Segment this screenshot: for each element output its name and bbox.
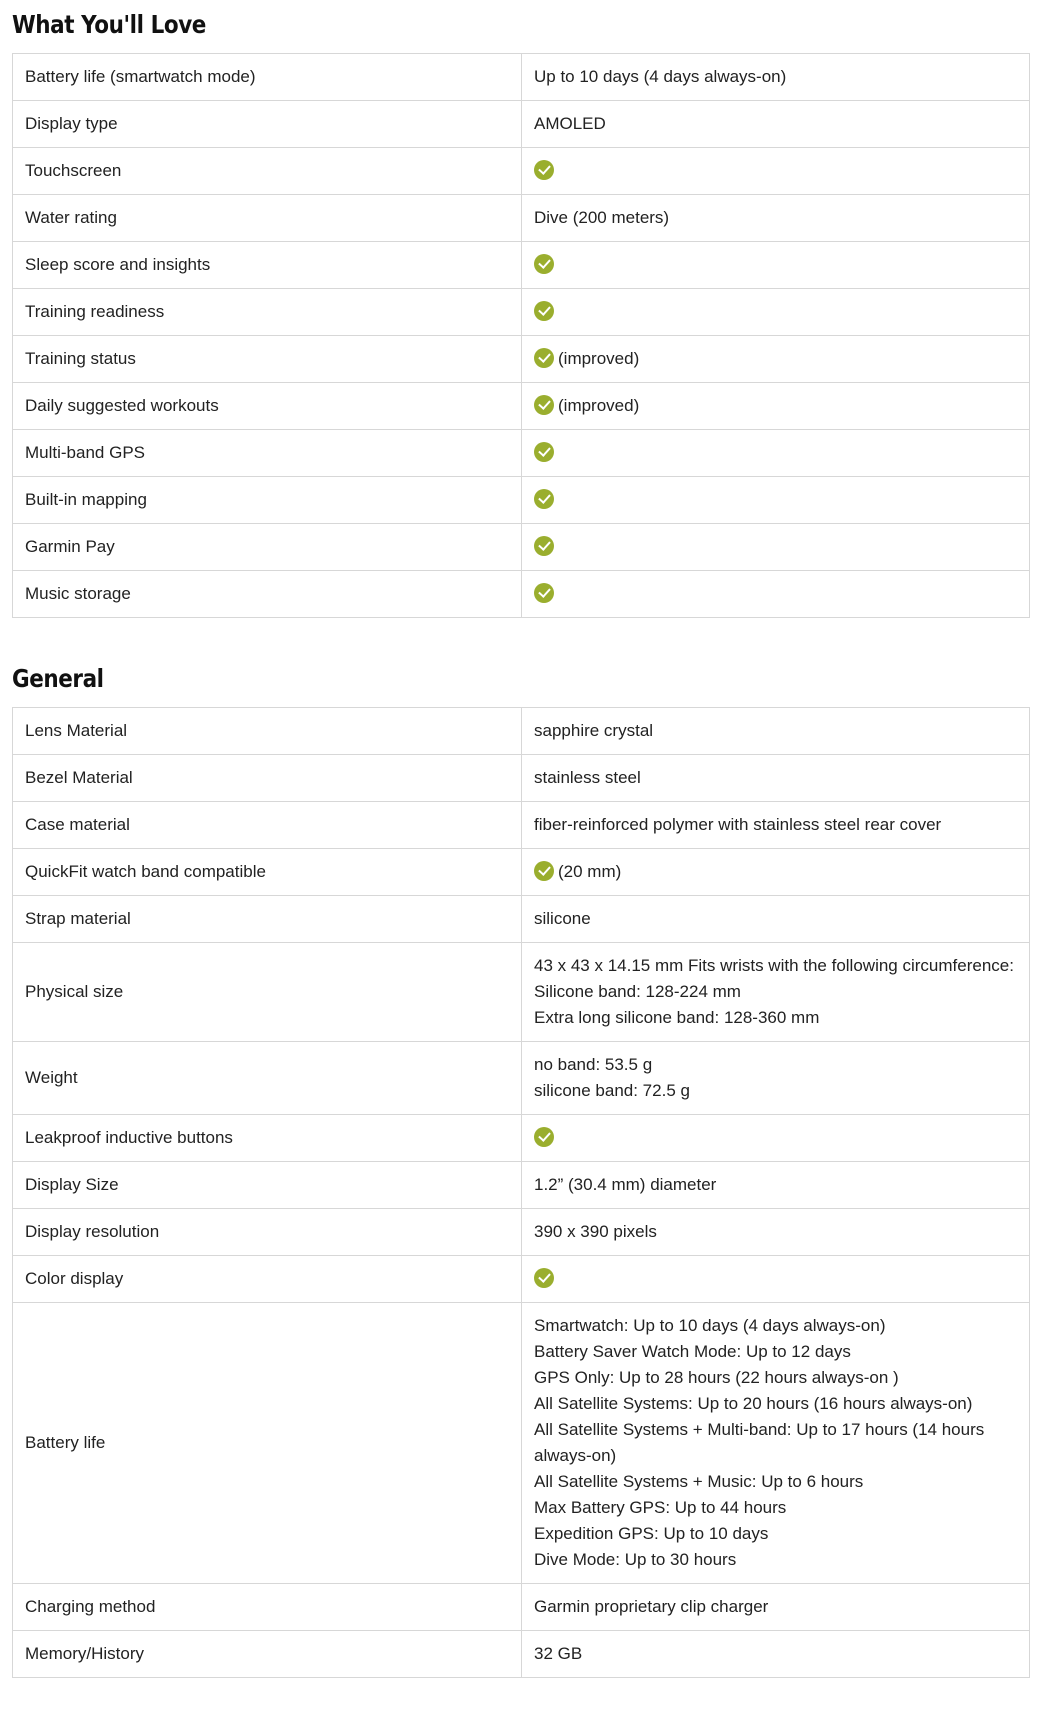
spec-row xyxy=(13,1115,1030,1162)
check-circle-icon xyxy=(534,1127,554,1147)
spec-label: Display resolution xyxy=(13,1209,522,1256)
spec-row xyxy=(13,802,1030,849)
spec-table xyxy=(12,707,1030,1678)
spec-label: Case material xyxy=(13,802,522,849)
spec-row xyxy=(13,1042,1030,1115)
spec-row xyxy=(13,849,1030,896)
spec-value: sapphire crystal xyxy=(522,708,1030,755)
spec-label: Music storage xyxy=(13,571,522,618)
spec-row xyxy=(13,430,1030,477)
spec-label: Display type xyxy=(13,101,522,148)
spec-label: Lens Material xyxy=(13,708,522,755)
spec-row xyxy=(13,896,1030,943)
spec-label: Multi-band GPS xyxy=(13,430,522,477)
spec-value-line: Battery Saver Watch Mode: Up to 12 days xyxy=(534,1342,851,1361)
spec-row xyxy=(13,755,1030,802)
spec-value xyxy=(522,943,1030,1042)
spec-label: Physical size xyxy=(13,943,522,1042)
section-title: What You'll Love xyxy=(12,10,206,39)
spec-label: Color display xyxy=(13,1256,522,1303)
spec-value: silicone xyxy=(522,896,1030,943)
spec-value-line: Expedition GPS: Up to 10 days xyxy=(534,1524,769,1543)
spec-row xyxy=(13,477,1030,524)
spec-value: 390 x 390 pixels xyxy=(522,1209,1030,1256)
spec-value-line: silicone band: 72.5 g xyxy=(534,1081,690,1100)
spec-value: 32 GB xyxy=(522,1631,1030,1678)
spec-value: AMOLED xyxy=(522,101,1030,148)
check-circle-icon xyxy=(534,489,554,509)
spec-row xyxy=(13,195,1030,242)
spec-value: 1.2” (30.4 mm) diameter xyxy=(522,1162,1030,1209)
spec-value xyxy=(522,849,1030,896)
spec-value xyxy=(522,383,1030,430)
spec-label: Garmin Pay xyxy=(13,524,522,571)
spec-label: Daily suggested workouts xyxy=(13,383,522,430)
spec-row xyxy=(13,1303,1030,1584)
spec-label: Leakproof inductive buttons xyxy=(13,1115,522,1162)
spec-value xyxy=(522,148,1030,195)
spec-row xyxy=(13,571,1030,618)
spec-label: Training status xyxy=(13,336,522,383)
spec-value xyxy=(522,242,1030,289)
spec-label: Strap material xyxy=(13,896,522,943)
spec-value xyxy=(522,1303,1030,1584)
spec-label: Touchscreen xyxy=(13,148,522,195)
spec-row xyxy=(13,1584,1030,1631)
spec-row xyxy=(13,708,1030,755)
check-circle-icon xyxy=(534,348,554,368)
spec-label: Battery life xyxy=(13,1303,522,1584)
spec-value: Garmin proprietary clip charger xyxy=(522,1584,1030,1631)
spec-label: Sleep score and insights xyxy=(13,242,522,289)
spec-value: fiber-reinforced polymer with stainless steel rear cover xyxy=(522,802,1030,849)
check-circle-icon xyxy=(534,583,554,603)
spec-note: (20 mm) xyxy=(558,862,622,881)
spec-value xyxy=(522,336,1030,383)
spec-label: Water rating xyxy=(13,195,522,242)
spec-value xyxy=(522,477,1030,524)
spec-row xyxy=(13,524,1030,571)
check-circle-icon xyxy=(534,442,554,462)
check-circle-icon xyxy=(534,1268,554,1288)
spec-value-line: All Satellite Systems + Music: Up to 6 hours xyxy=(534,1472,864,1491)
spec-row xyxy=(13,1256,1030,1303)
spec-value xyxy=(522,524,1030,571)
spec-value xyxy=(522,1115,1030,1162)
check-circle-icon xyxy=(534,301,554,321)
spec-value: Up to 10 days (4 days always-on) xyxy=(522,54,1030,101)
spec-table xyxy=(12,53,1030,618)
spec-value xyxy=(522,430,1030,477)
spec-label: Charging method xyxy=(13,1584,522,1631)
spec-label: Display Size xyxy=(13,1162,522,1209)
spec-row xyxy=(13,289,1030,336)
spec-value xyxy=(522,571,1030,618)
spec-label: Training readiness xyxy=(13,289,522,336)
spec-value-line: 43 x 43 x 14.15 mm Fits wrists with the following circumference: xyxy=(534,956,1014,975)
check-circle-icon xyxy=(534,395,554,415)
check-circle-icon xyxy=(534,536,554,556)
spec-value: stainless steel xyxy=(522,755,1030,802)
spec-value xyxy=(522,1256,1030,1303)
spec-value xyxy=(522,289,1030,336)
spec-value-line: Extra long silicone band: 128-360 mm xyxy=(534,1008,820,1027)
spec-value-line: Max Battery GPS: Up to 44 hours xyxy=(534,1498,787,1517)
check-circle-icon xyxy=(534,254,554,274)
section-title: General xyxy=(12,664,104,693)
spec-row xyxy=(13,943,1030,1042)
spec-label: Built-in mapping xyxy=(13,477,522,524)
spec-value: Dive (200 meters) xyxy=(522,195,1030,242)
spec-label: Bezel Material xyxy=(13,755,522,802)
spec-value-line: Silicone band: 128-224 mm xyxy=(534,982,741,1001)
spec-row xyxy=(13,1209,1030,1256)
spec-label: QuickFit watch band compatible xyxy=(13,849,522,896)
spec-row xyxy=(13,383,1030,430)
spec-row xyxy=(13,148,1030,195)
spec-label: Weight xyxy=(13,1042,522,1115)
spec-value-line: Dive Mode: Up to 30 hours xyxy=(534,1550,737,1569)
spec-value-line: GPS Only: Up to 28 hours (22 hours always-on ) xyxy=(534,1368,899,1387)
spec-row xyxy=(13,1631,1030,1678)
spec-note: (improved) xyxy=(558,349,640,368)
spec-note: (improved) xyxy=(558,396,640,415)
spec-value-line: Smartwatch: Up to 10 days (4 days always-on) xyxy=(534,1316,886,1335)
spec-row xyxy=(13,54,1030,101)
spec-label: Memory/History xyxy=(13,1631,522,1678)
spec-row xyxy=(13,336,1030,383)
spec-row xyxy=(13,242,1030,289)
check-circle-icon xyxy=(534,160,554,180)
spec-value xyxy=(522,1042,1030,1115)
spec-value-line: All Satellite Systems + Multi-band: Up to 17 hours (14 hours always-on) xyxy=(534,1420,985,1465)
spec-row xyxy=(13,101,1030,148)
spec-row xyxy=(13,1162,1030,1209)
spec-value-line: All Satellite Systems: Up to 20 hours (16 hours always-on) xyxy=(534,1394,973,1413)
spec-value-line: no band: 53.5 g xyxy=(534,1055,653,1074)
check-circle-icon xyxy=(534,861,554,881)
spec-label: Battery life (smartwatch mode) xyxy=(13,54,522,101)
